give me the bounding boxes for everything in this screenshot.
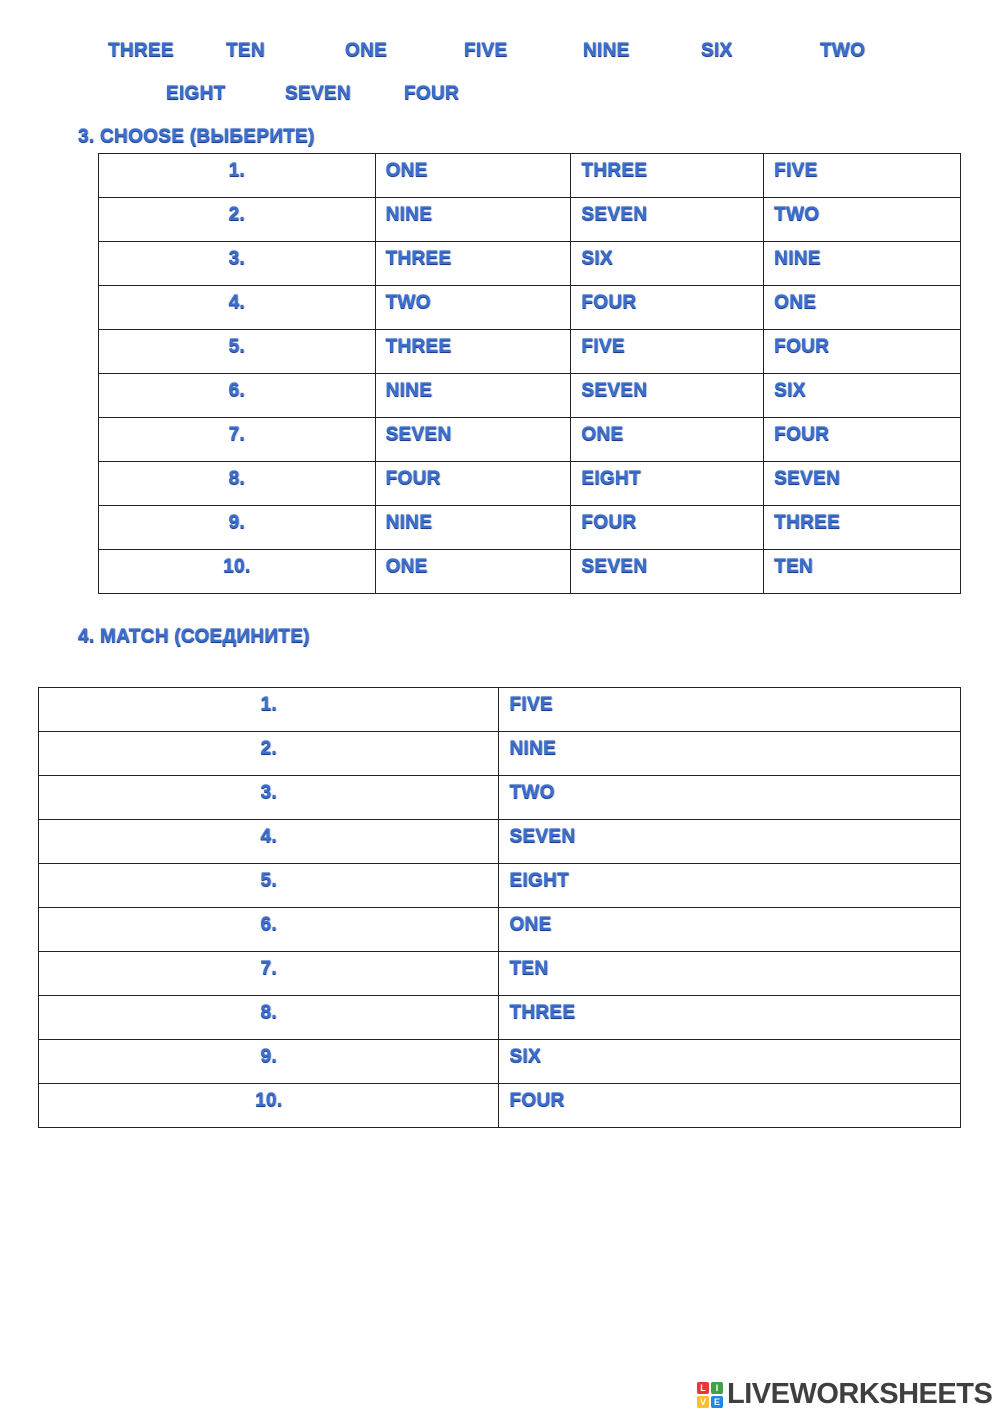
choose-row [99, 418, 961, 462]
logo-text: LIVEWORKSHEETS [727, 1378, 993, 1410]
logo-mark-tile: V [697, 1396, 709, 1408]
match-row-number-cell[interactable] [39, 952, 499, 996]
choose-option[interactable]: NINE [385, 380, 433, 401]
choose-row-number-cell [99, 330, 376, 374]
match-word-cell[interactable] [499, 1040, 961, 1084]
choose-option[interactable]: SEVEN [385, 424, 452, 445]
match-word-cell[interactable] [499, 908, 961, 952]
word-bank-item: NINE [583, 40, 630, 61]
choose-option-cell[interactable] [571, 198, 764, 242]
match-row-number-cell[interactable] [39, 820, 499, 864]
choose-option[interactable]: TEN [774, 556, 814, 577]
match-row [39, 776, 961, 820]
choose-table-body [99, 154, 961, 594]
choose-row-number: 2. [228, 204, 246, 225]
choose-option-cell[interactable] [764, 506, 961, 550]
choose-row-number-cell [99, 550, 376, 594]
choose-option[interactable]: FOUR [774, 424, 830, 445]
choose-option-cell[interactable] [764, 418, 961, 462]
choose-option[interactable]: FOUR [774, 336, 830, 357]
section-4-heading: 4. MATCH (СОЕДИНИТЕ) [78, 626, 310, 647]
choose-option[interactable]: NINE [385, 204, 433, 225]
section-3-heading: 3. CHOOSE (ВЫБЕРИТЕ) [78, 126, 315, 147]
match-word: FOUR [509, 1090, 565, 1111]
match-row-number-cell[interactable] [39, 688, 499, 732]
choose-option[interactable]: THREE [385, 336, 452, 357]
choose-row-number-cell [99, 506, 376, 550]
choose-row-number: 9. [228, 512, 246, 533]
choose-row-number-cell [99, 462, 376, 506]
match-word-cell[interactable] [499, 688, 961, 732]
match-row-number-cell[interactable] [39, 864, 499, 908]
logo-mark-icon [697, 1382, 723, 1408]
logo-mark-tile: I [711, 1382, 723, 1394]
match-table-body [39, 688, 961, 1128]
choose-option-cell[interactable] [375, 550, 571, 594]
match-word-cell[interactable] [499, 864, 961, 908]
match-row [39, 908, 961, 952]
choose-option-cell[interactable] [375, 242, 571, 286]
choose-option-cell[interactable] [764, 330, 961, 374]
match-word: SEVEN [509, 826, 576, 847]
choose-row [99, 242, 961, 286]
choose-option[interactable]: FIVE [581, 336, 625, 357]
word-bank-item: TWO [820, 40, 866, 61]
match-word: THREE [509, 1002, 576, 1023]
choose-option-cell[interactable] [764, 550, 961, 594]
choose-option-cell[interactable] [571, 550, 764, 594]
word-bank-item: TEN [226, 40, 265, 61]
choose-option[interactable]: THREE [774, 512, 841, 533]
match-row-number: 7. [260, 958, 277, 979]
match-row-number-cell[interactable] [39, 908, 499, 952]
match-row [39, 732, 961, 776]
match-row-number: 5. [260, 870, 277, 891]
match-word: ONE [509, 914, 552, 935]
choose-option[interactable]: SEVEN [581, 380, 648, 401]
word-bank-item: SEVEN [285, 83, 351, 104]
choose-option-cell[interactable] [375, 418, 571, 462]
word-bank-item: FIVE [464, 40, 508, 61]
match-row [39, 996, 961, 1040]
match-word: TWO [509, 782, 555, 803]
choose-option[interactable]: ONE [581, 424, 624, 445]
match-word-cell[interactable] [499, 820, 961, 864]
choose-option[interactable]: SEVEN [774, 468, 841, 489]
choose-row-number: 7. [228, 424, 246, 445]
match-word-cell[interactable] [499, 776, 961, 820]
word-bank-item: SIX [701, 40, 733, 61]
choose-option-cell[interactable] [764, 242, 961, 286]
choose-row [99, 330, 961, 374]
match-word-cell[interactable] [499, 996, 961, 1040]
choose-option-cell[interactable] [375, 198, 571, 242]
match-word: NINE [509, 738, 557, 759]
match-word: EIGHT [509, 870, 570, 891]
choose-row-number: 1. [228, 160, 246, 181]
match-row-number: 6. [260, 914, 277, 935]
match-row-number: 10. [255, 1090, 283, 1111]
liveworksheets-logo [697, 1378, 992, 1411]
choose-row-number-cell [99, 418, 376, 462]
match-row-number-cell[interactable] [39, 1084, 499, 1128]
choose-option[interactable]: SIX [774, 380, 806, 401]
match-word: FIVE [509, 694, 553, 715]
choose-table [98, 153, 961, 594]
choose-option[interactable]: SEVEN [581, 204, 648, 225]
choose-row [99, 550, 961, 594]
choose-option[interactable]: NINE [774, 248, 821, 269]
choose-row-number: 6. [228, 380, 246, 401]
match-word-cell[interactable] [499, 1084, 961, 1128]
match-row [39, 952, 961, 996]
match-word: SIX [509, 1046, 541, 1067]
choose-option[interactable]: TWO [385, 292, 431, 313]
choose-row [99, 286, 961, 330]
logo-mark-tile: E [711, 1396, 723, 1408]
choose-option-cell[interactable] [764, 198, 961, 242]
choose-option[interactable]: ONE [385, 556, 428, 577]
choose-option[interactable]: EIGHT [581, 468, 641, 489]
choose-option-cell[interactable] [375, 154, 571, 198]
choose-option-cell[interactable] [571, 242, 764, 286]
choose-option[interactable]: TWO [774, 204, 820, 225]
choose-row-number-cell [99, 374, 376, 418]
match-row-number: 8. [260, 1002, 277, 1023]
choose-row-number: 8. [228, 468, 246, 489]
choose-option-cell[interactable] [571, 506, 764, 550]
match-row [39, 688, 961, 732]
choose-row [99, 198, 961, 242]
match-row [39, 864, 961, 908]
choose-row [99, 506, 961, 550]
choose-option[interactable]: FOUR [385, 468, 441, 489]
choose-option[interactable]: ONE [774, 292, 817, 313]
match-row-number-cell[interactable] [39, 732, 499, 776]
match-word-cell[interactable] [499, 732, 961, 776]
choose-option-cell[interactable] [375, 374, 571, 418]
choose-row-number: 3. [228, 248, 246, 269]
match-row-number-cell[interactable] [39, 776, 499, 820]
match-row-number: 9. [260, 1046, 277, 1067]
choose-row-number-cell [99, 286, 376, 330]
choose-row [99, 374, 961, 418]
choose-option-cell[interactable] [571, 154, 764, 198]
match-row-number-cell[interactable] [39, 996, 499, 1040]
choose-option-cell[interactable] [764, 286, 961, 330]
choose-row-number-cell [99, 154, 376, 198]
choose-option-cell[interactable] [764, 374, 961, 418]
choose-option-cell[interactable] [571, 330, 764, 374]
match-word: TEN [509, 958, 549, 979]
match-row [39, 1040, 961, 1084]
choose-option-cell[interactable] [764, 154, 961, 198]
choose-option-cell[interactable] [375, 462, 571, 506]
logo-mark-tile: L [697, 1382, 709, 1394]
choose-option[interactable]: FOUR [581, 292, 637, 313]
choose-option[interactable]: THREE [385, 248, 452, 269]
match-row [39, 1084, 961, 1128]
choose-row-number-cell [99, 242, 376, 286]
choose-row-number: 5. [228, 336, 246, 357]
choose-option[interactable]: SIX [581, 248, 613, 269]
word-bank-item: EIGHT [166, 83, 226, 104]
match-word-cell[interactable] [499, 952, 961, 996]
match-row-number: 1. [260, 694, 277, 715]
choose-option[interactable]: ONE [385, 160, 428, 181]
match-row-number: 2. [260, 738, 277, 759]
choose-option-cell[interactable] [375, 506, 571, 550]
choose-option[interactable]: FIVE [774, 160, 818, 181]
choose-option-cell[interactable] [571, 286, 764, 330]
match-row-number-cell[interactable] [39, 1040, 499, 1084]
choose-option-cell[interactable] [571, 418, 764, 462]
word-bank-item: ONE [345, 40, 388, 61]
match-table [38, 687, 961, 1128]
match-row-number: 4. [260, 826, 277, 847]
choose-row [99, 154, 961, 198]
choose-row-number-cell [99, 198, 376, 242]
match-row-number: 3. [260, 782, 277, 803]
choose-option[interactable]: SEVEN [581, 556, 648, 577]
choose-option[interactable]: NINE [385, 512, 433, 533]
choose-option-cell[interactable] [375, 286, 571, 330]
choose-option-cell[interactable] [571, 462, 764, 506]
choose-row [99, 462, 961, 506]
choose-row-number: 4. [228, 292, 246, 313]
choose-option-cell[interactable] [764, 462, 961, 506]
match-row [39, 820, 961, 864]
word-bank-item: FOUR [404, 83, 460, 104]
choose-option[interactable]: THREE [581, 160, 648, 181]
word-bank-item: THREE [108, 40, 174, 61]
choose-option-cell[interactable] [571, 374, 764, 418]
choose-option-cell[interactable] [375, 330, 571, 374]
choose-option[interactable]: FOUR [581, 512, 637, 533]
choose-row-number: 10. [223, 556, 251, 577]
